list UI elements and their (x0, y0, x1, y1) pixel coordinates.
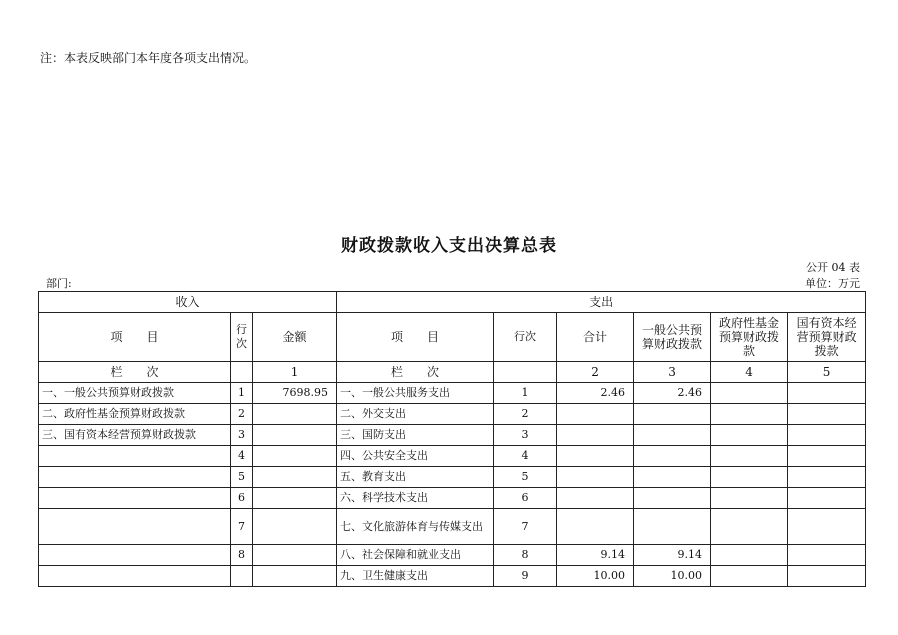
income-item: 一、一般公共预算财政拨款 (39, 383, 231, 404)
income-row-no: 4 (231, 446, 253, 467)
empty-cell (231, 362, 253, 383)
income-order-label: 栏 次 (39, 362, 231, 383)
expense-state-capital (788, 446, 866, 467)
expense-item-header: 项 目 (337, 313, 494, 362)
form-number: 公开 04 表 (806, 261, 860, 274)
income-item (39, 509, 231, 545)
table-row (39, 425, 866, 446)
income-amount: 7698.95 (253, 383, 337, 404)
expense-total: 2.46 (557, 383, 634, 404)
expense-row-no-header: 行次 (494, 313, 557, 362)
income-amount (253, 488, 337, 509)
expense-total: 10.00 (557, 566, 634, 587)
income-item (39, 488, 231, 509)
income-amount (253, 545, 337, 566)
col-number-2: 2 (557, 362, 634, 383)
income-row-no: 3 (231, 425, 253, 446)
expense-row-no: 8 (494, 545, 557, 566)
income-amount (253, 425, 337, 446)
table-row (39, 509, 866, 545)
total-header: 合计 (557, 313, 634, 362)
table-row (39, 467, 866, 488)
expense-state-capital (788, 566, 866, 587)
income-row-no: 6 (231, 488, 253, 509)
expense-general (634, 446, 711, 467)
empty-cell (494, 362, 557, 383)
income-amount (253, 404, 337, 425)
header-row-sections (39, 292, 866, 313)
expense-item: 五、教育支出 (337, 467, 494, 488)
department-label: 部门: (46, 277, 72, 290)
expense-state-capital (788, 467, 866, 488)
income-amount (253, 467, 337, 488)
expense-gov-fund (711, 509, 788, 545)
income-row-no (231, 566, 253, 587)
col-number-4: 4 (711, 362, 788, 383)
income-item (39, 446, 231, 467)
income-item: 二、政府性基金预算财政拨款 (39, 404, 231, 425)
table-row (39, 446, 866, 467)
expense-state-capital (788, 509, 866, 545)
income-amount (253, 509, 337, 545)
expense-item: 三、国防支出 (337, 425, 494, 446)
expense-total (557, 404, 634, 425)
col-number-3: 3 (634, 362, 711, 383)
expense-gov-fund (711, 383, 788, 404)
expense-state-capital (788, 425, 866, 446)
table-row (39, 488, 866, 509)
table-row (39, 545, 866, 566)
expense-row-no: 4 (494, 446, 557, 467)
income-item (39, 545, 231, 566)
income-row-no: 8 (231, 545, 253, 566)
expense-general: 9.14 (634, 545, 711, 566)
expense-state-capital (788, 383, 866, 404)
expense-total (557, 425, 634, 446)
table-row (39, 566, 866, 587)
expense-state-capital (788, 545, 866, 566)
header-row-columns (39, 313, 866, 362)
expense-general (634, 425, 711, 446)
col-number-5: 5 (788, 362, 866, 383)
income-amount-header: 金额 (253, 313, 337, 362)
income-header: 收入 (39, 292, 337, 313)
expense-general (634, 488, 711, 509)
expense-item: 九、卫生健康支出 (337, 566, 494, 587)
expense-state-capital (788, 488, 866, 509)
col-number-1: 1 (253, 362, 337, 383)
expense-total (557, 509, 634, 545)
expense-row-no: 9 (494, 566, 557, 587)
expense-row-no: 7 (494, 509, 557, 545)
expense-gov-fund (711, 425, 788, 446)
expense-item: 一、一般公共服务支出 (337, 383, 494, 404)
expense-gov-fund (711, 566, 788, 587)
income-amount (253, 566, 337, 587)
income-item-header: 项 目 (39, 313, 231, 362)
expense-item: 六、科学技术支出 (337, 488, 494, 509)
expense-general (634, 404, 711, 425)
expense-gov-fund (711, 545, 788, 566)
income-row-no: 2 (231, 404, 253, 425)
state-capital-header: 国有资本经营预算财政拨款 (788, 313, 866, 362)
expense-row-no: 5 (494, 467, 557, 488)
expense-general (634, 509, 711, 545)
gov-fund-header: 政府性基金预算财政拨款 (711, 313, 788, 362)
expense-item: 四、公共安全支出 (337, 446, 494, 467)
expense-order-label: 栏 次 (337, 362, 494, 383)
expense-gov-fund (711, 488, 788, 509)
expense-general: 10.00 (634, 566, 711, 587)
income-row-no: 1 (231, 383, 253, 404)
income-row-no: 5 (231, 467, 253, 488)
income-item (39, 566, 231, 587)
expense-total: 9.14 (557, 545, 634, 566)
expense-general: 2.46 (634, 383, 711, 404)
table-row (39, 383, 866, 404)
income-amount (253, 446, 337, 467)
income-row-no: 7 (231, 509, 253, 545)
table-note: 注：本表反映部门本年度各项支出情况。 (40, 51, 257, 65)
expense-total (557, 488, 634, 509)
expense-state-capital (788, 404, 866, 425)
expense-total (557, 467, 634, 488)
unit-label: 单位：万元 (805, 277, 860, 290)
column-order-row (39, 362, 866, 383)
expense-row-no: 3 (494, 425, 557, 446)
expense-gov-fund (711, 446, 788, 467)
income-row-no-header: 行 次 (231, 313, 253, 362)
income-item: 三、国有资本经营预算财政拨款 (39, 425, 231, 446)
expense-row-no: 2 (494, 404, 557, 425)
expense-gov-fund (711, 467, 788, 488)
expense-item: 二、外交支出 (337, 404, 494, 425)
expense-row-no: 1 (494, 383, 557, 404)
expense-header: 支出 (337, 292, 866, 313)
expense-row-no: 6 (494, 488, 557, 509)
page-title: 财政拨款收入支出决算总表 (341, 236, 557, 256)
table-row (39, 404, 866, 425)
expense-total (557, 446, 634, 467)
general-budget-header: 一般公共预算财政拨款 (634, 313, 711, 362)
appropriation-summary-table (38, 291, 866, 587)
expense-general (634, 467, 711, 488)
expense-item: 八、社会保障和就业支出 (337, 545, 494, 566)
expense-item: 七、文化旅游体育与传媒支出 (337, 509, 494, 545)
expense-gov-fund (711, 404, 788, 425)
income-item (39, 467, 231, 488)
